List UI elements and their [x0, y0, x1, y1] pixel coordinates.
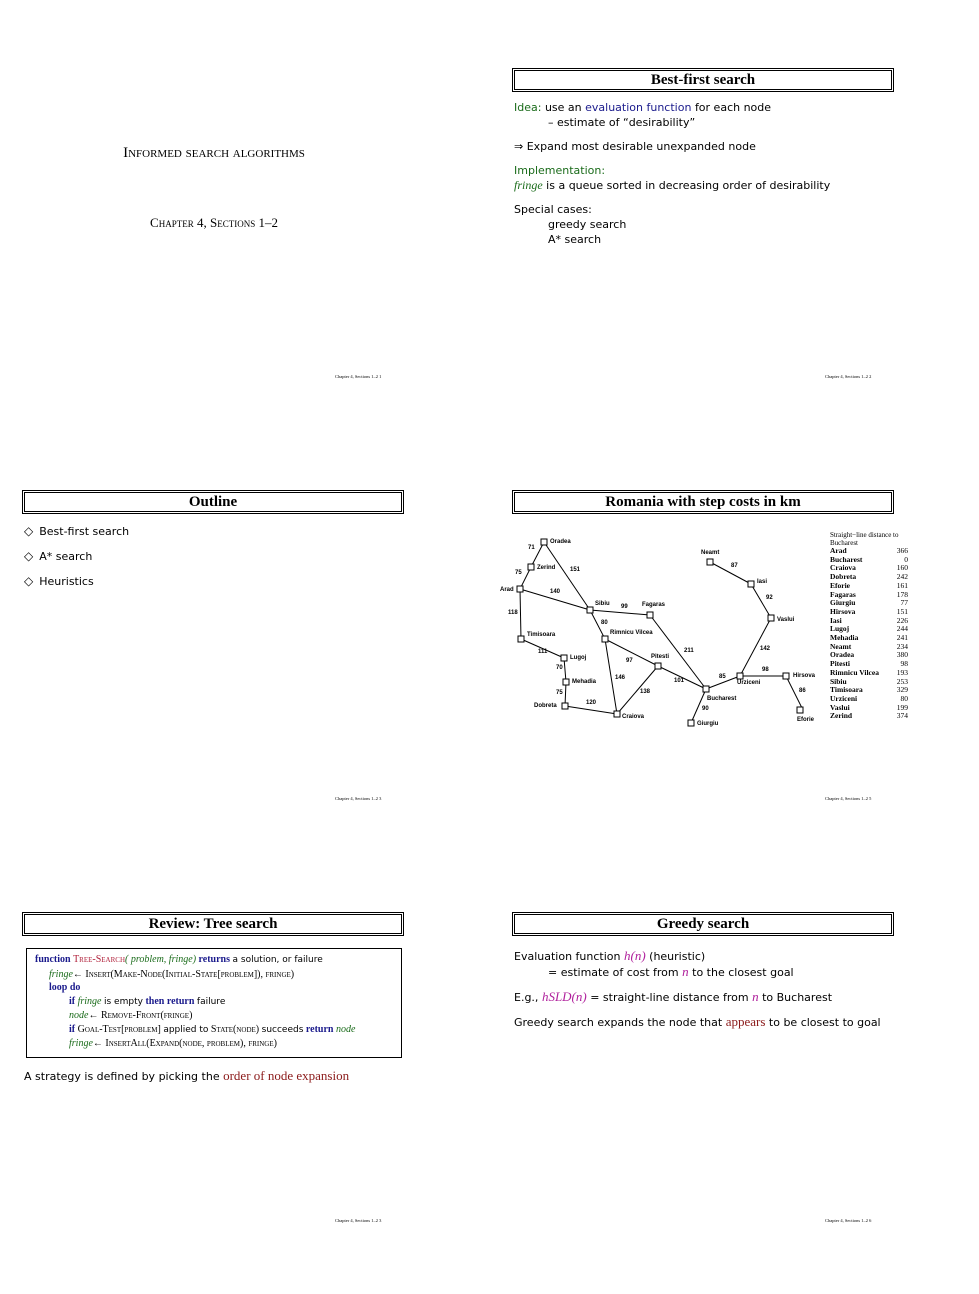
table-city: Giurgiu	[830, 598, 856, 608]
city-label: Pitesti	[651, 654, 670, 660]
diamond-icon: ◇	[24, 524, 34, 538]
city-label: Timisoara	[527, 632, 556, 638]
greedy-line: Greedy search expands the node that appears to be closest to goal	[514, 1014, 881, 1029]
table-distance: 253	[896, 676, 908, 686]
city-label: Zerind	[537, 565, 556, 571]
impl-var: fringe	[514, 178, 543, 192]
city-label: Mehadia	[572, 679, 597, 685]
city-label: Rimnicu Vilcea	[610, 630, 653, 636]
city-label: Hirsova	[793, 673, 816, 679]
table-distance: 241	[896, 633, 908, 643]
table-distance: 77	[900, 598, 908, 608]
slide-5	[24, 914, 414, 1294]
slide-footer: Chapter 4, Sections 1–2 6	[825, 1218, 872, 1223]
strategy-line: A strategy is defined by picking the order of node expansion	[24, 1068, 350, 1083]
step-cost: 86	[799, 688, 806, 694]
city-label: Fagaras	[642, 602, 666, 608]
table-city: Neamt	[830, 641, 852, 651]
step-cost: 99	[621, 604, 628, 610]
step-cost: 98	[762, 667, 769, 673]
step-cost: 87	[731, 563, 738, 569]
step-cost: 70	[556, 665, 563, 671]
city-label: Eforie	[797, 717, 815, 723]
table-distance: 244	[896, 624, 908, 634]
slide-1	[24, 70, 414, 450]
table-header: Straight−line distance to Bucharest	[830, 531, 899, 547]
city-label: Iasi	[757, 579, 768, 585]
code-line: function Tree-Search( problem, fringe) returns a solution, or failure	[35, 954, 323, 965]
table-city: Iasi	[830, 615, 842, 625]
table-city: Timisoara	[830, 685, 863, 695]
diamond-icon: ◇	[24, 574, 34, 588]
special-case: greedy search	[548, 218, 627, 231]
step-cost: 85	[719, 674, 726, 680]
table-city: Zerind	[830, 711, 853, 721]
table-distance: 226	[896, 615, 908, 625]
impl-block	[514, 163, 904, 193]
step-cost: 101	[674, 678, 685, 684]
slide-4	[500, 492, 908, 872]
slide-title: Review: Tree search	[24, 914, 402, 934]
table-distance: 178	[896, 589, 908, 599]
romania-map	[494, 532, 816, 732]
expand-line: ⇒ Expand most desirable unexpanded node	[514, 140, 756, 153]
step-cost: 142	[760, 646, 771, 652]
city-label: Vaslui	[777, 617, 795, 623]
step-cost: 97	[626, 658, 633, 664]
slide-footer: Chapter 4, Sections 1–2 2	[825, 374, 872, 379]
slide-footer: Chapter 4, Sections 1–2 1	[335, 374, 382, 379]
slide-title: Romania with step costs in km	[514, 492, 892, 512]
table-city: Pitesti	[830, 659, 850, 669]
table-city: Lugoj	[830, 624, 850, 634]
table-city: Craiova	[830, 563, 856, 573]
table-city: Bucharest	[830, 554, 863, 564]
step-cost: 140	[550, 589, 561, 595]
slide-title: Greedy search	[514, 914, 892, 934]
step-cost: 111	[538, 649, 548, 655]
step-cost: 146	[615, 675, 626, 681]
eval-block: Evaluation function h(n) (heuristic) = estimate of cost from n to the closest goal	[514, 948, 904, 980]
table-distance: 242	[896, 572, 908, 582]
impl-text: is a queue sorted in decreasing order of desirability	[546, 179, 831, 192]
code-line: if fringe is empty then return failure	[69, 995, 226, 1007]
slide-title: Informed search algorithms	[123, 145, 305, 161]
table-distance: 151	[896, 606, 908, 616]
slide-body	[514, 948, 904, 1039]
table-distance: 234	[896, 641, 908, 651]
table-row	[830, 712, 908, 721]
city-label: Urziceni	[737, 680, 761, 686]
table-city: Oradea	[830, 650, 855, 660]
city-label: Sibiu	[595, 601, 610, 607]
city-label: Oradea	[550, 539, 571, 545]
table-city: Fagaras	[830, 589, 856, 599]
step-cost: 120	[586, 700, 597, 706]
city-label: Arad	[500, 587, 514, 593]
code-line: loop do	[49, 982, 81, 993]
code-line: fringe← Insert(Make-Node(Initial-State[problem]), fringe)	[49, 968, 295, 980]
city-label: Bucharest	[707, 696, 737, 702]
slide-6	[514, 914, 904, 1294]
list-item: ◇ Best-first search	[24, 524, 130, 538]
table-city: Rimnicu Vilcea	[830, 667, 879, 677]
list-item: ◇ Heuristics	[24, 574, 94, 588]
table-distance: 374	[896, 711, 908, 721]
table-distance: 193	[896, 667, 908, 677]
code-line: fringe← InsertAll(Expand(node, problem), fringe)	[69, 1038, 277, 1049]
code-line: node← Remove-Front(fringe)	[69, 1010, 193, 1021]
step-cost: 118	[508, 610, 518, 616]
table-city: Eforie	[830, 580, 850, 590]
city-label: Craiova	[622, 714, 645, 720]
code-line: if Goal-Test[problem] applied to State(node) succeeds return node	[69, 1023, 356, 1035]
step-cost: 75	[515, 570, 522, 576]
idea-label: Idea:	[514, 101, 542, 114]
table-city: Urziceni	[830, 693, 858, 703]
table-distance: 380	[896, 650, 908, 660]
tree-search-pseudocode	[26, 948, 402, 1058]
table-distance: 366	[896, 546, 908, 555]
special-label: Special cases:	[514, 203, 592, 216]
table-city: Hirsova	[830, 606, 856, 616]
step-cost: 92	[766, 595, 773, 601]
city-label: Giurgiu	[697, 721, 719, 727]
table-distance: 160	[896, 563, 908, 573]
idea-line2: – estimate of “desirability”	[548, 116, 696, 129]
table-distance: 199	[896, 702, 908, 712]
outline-list	[24, 524, 414, 599]
table-city: Sibiu	[830, 676, 847, 686]
slide-2	[514, 70, 904, 450]
step-cost: 80	[601, 620, 608, 626]
city-label: Lugoj	[570, 655, 587, 661]
slide-body	[514, 100, 904, 256]
idea-block	[514, 100, 904, 130]
city-label: Neamt	[701, 550, 720, 556]
step-cost: 90	[702, 706, 709, 712]
special-case: A* search	[548, 233, 602, 246]
eval-line2: = estimate of cost from n to the closest goal	[548, 964, 794, 979]
step-cost: 211	[684, 648, 694, 654]
slide-footer: Chapter 4, Sections 1–2 3	[335, 1218, 382, 1223]
straight-line-distance-table	[830, 532, 908, 721]
step-cost: 151	[570, 567, 581, 573]
step-cost: 75	[556, 690, 563, 696]
table-distance: 329	[896, 685, 908, 695]
slide-footer: Chapter 4, Sections 1–2 3	[335, 796, 382, 801]
special-block	[514, 202, 904, 247]
table-city: Mehadia	[830, 633, 859, 643]
table-distance: 98	[900, 659, 908, 669]
table-city: Vaslui	[830, 702, 850, 712]
table-distance: 80	[900, 693, 908, 703]
table-city: Arad	[830, 546, 847, 555]
eg-line: E.g., hSLD(n) = straight-line distance from n to Bucharest	[514, 989, 833, 1004]
list-item: ◇ A* search	[24, 549, 93, 563]
diamond-icon: ◇	[24, 549, 34, 563]
city-label: Dobreta	[534, 703, 557, 709]
slide-title: Best-first search	[514, 70, 892, 90]
step-cost: 138	[640, 689, 651, 695]
idea-term: evaluation function	[585, 101, 692, 114]
table-city: Dobreta	[830, 572, 857, 582]
table-distance: 161	[896, 580, 908, 590]
slide-footer: Chapter 4, Sections 1–2 5	[825, 796, 872, 801]
idea-pre: use an	[544, 101, 582, 114]
impl-label: Implementation:	[514, 164, 606, 177]
slide-subtitle: Chapter 4, Sections 1–2	[150, 215, 278, 230]
step-cost: 71	[528, 545, 535, 551]
slide-title: Outline	[24, 492, 402, 512]
slide-3	[24, 492, 414, 872]
table-distance: 0	[904, 554, 908, 564]
idea-post: for each node	[694, 101, 772, 114]
